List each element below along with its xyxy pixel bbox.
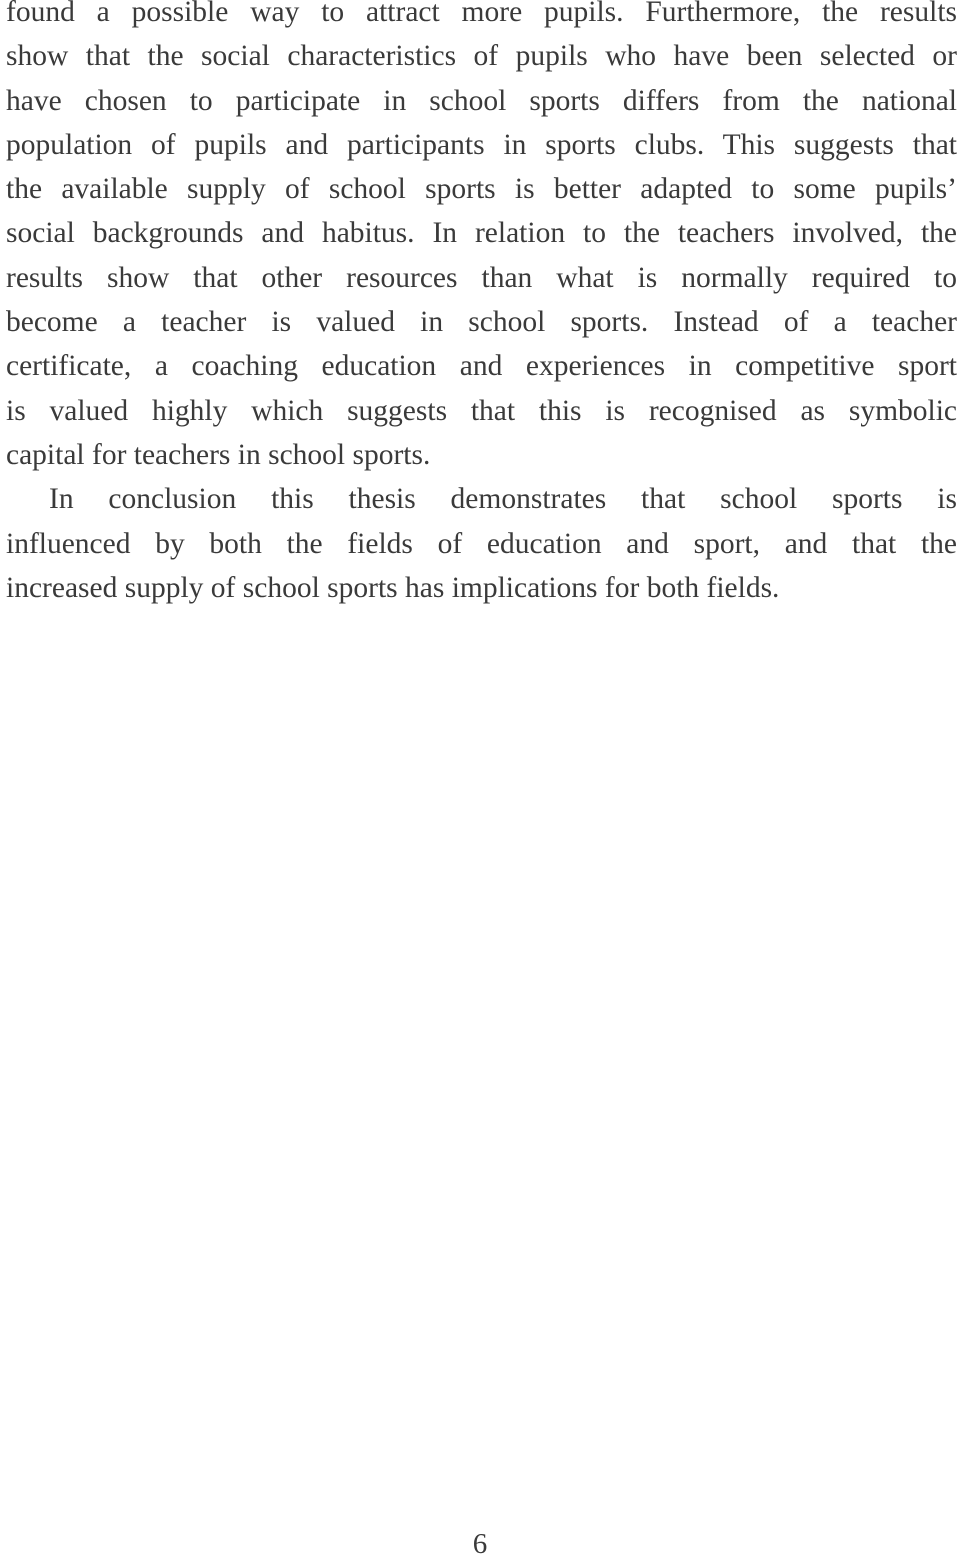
text-line: population of pupils and participants in sports clubs. This suggests that: [6, 128, 957, 161]
text-line: influenced by both the fields of education and sport, and that the: [6, 527, 957, 560]
page-number: 6: [472, 1528, 488, 1560]
text-line: In conclusion this thesis demonstrates that school sports is: [49, 483, 957, 516]
text-line: capital for teachers in school sports.: [6, 438, 431, 471]
text-line: have chosen to participate in school sports differs from the national: [6, 84, 957, 117]
text-line: social backgrounds and habitus. In relation to the teachers involved, the: [6, 217, 957, 250]
text-line: become a teacher is valued in school sports. Instead of a teacher: [6, 306, 957, 339]
text-line: show that the social characteristics of pupils who have been selected or: [6, 40, 957, 73]
text-line: increased supply of school sports has implications for both fields.: [6, 571, 780, 604]
body-text: [6, 0, 957, 610]
text-line: is valued highly which suggests that this is recognised as symbolic: [6, 394, 957, 427]
text-line: certificate, a coaching education and experiences in competitive sport: [6, 350, 957, 383]
text-line: found a possible way to attract more pupils. Furthermore, the results: [6, 0, 957, 28]
text-line: results show that other resources than what is normally required to: [6, 261, 957, 294]
text-line: the available supply of school sports is better adapted to some pupils’: [6, 173, 957, 206]
